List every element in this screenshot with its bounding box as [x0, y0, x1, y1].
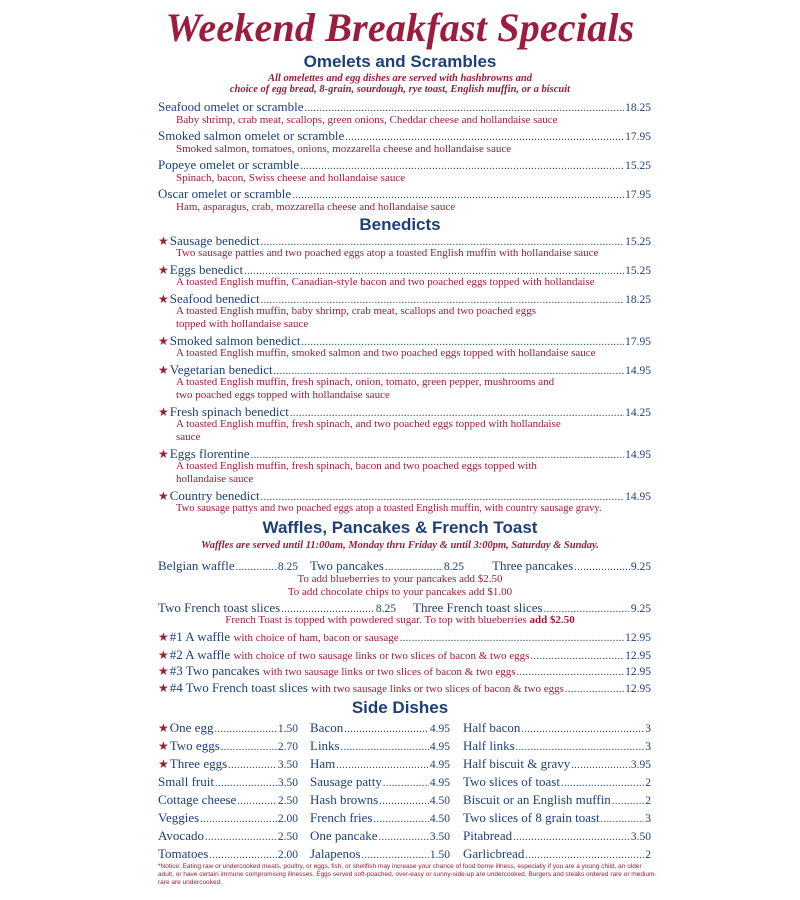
leader-dots — [400, 629, 624, 645]
star-icon: ★ — [158, 234, 169, 248]
leader-dots — [565, 680, 624, 696]
blueberry-note: To add blueberries to your pancakes add $2.50 — [297, 573, 503, 585]
menu-item-name: Smoked salmon benedict — [169, 333, 301, 348]
menu-item-name: Popeye omelet or scramble — [158, 157, 300, 172]
menu-item-price: 17.95 — [625, 336, 651, 348]
side-dish-name: Two eggs — [169, 738, 220, 753]
menu-item-row — [492, 558, 651, 574]
leader-dots — [379, 828, 429, 844]
side-dish-name: Ham — [310, 756, 336, 771]
side-dish-row — [310, 810, 450, 826]
menu-item-name: Oscar omelet or scramble — [158, 186, 292, 201]
menu-item-row — [158, 128, 651, 144]
omelets-note-1: All omelettes and egg dishes are served with hashbrowns and — [268, 73, 532, 84]
menu-item-price: 15.25 — [625, 160, 651, 172]
combo-row — [158, 629, 651, 645]
menu-item-price: 8.25 — [443, 561, 464, 573]
menu-item-desc: A toasted English muffin, Canadian-style bacon and two poached eggs topped with hollandaise — [176, 276, 595, 288]
side-dish-price: 4.50 — [429, 813, 450, 825]
star-icon: ★ — [158, 489, 169, 503]
side-dish-price: 3 — [645, 741, 651, 753]
side-dish-row — [463, 738, 651, 754]
side-dish-row — [463, 774, 651, 790]
side-dish-name: Small fruit — [158, 774, 214, 789]
side-dish-price: 2.00 — [277, 813, 298, 825]
menu-item-name: Two pancakes — [310, 558, 384, 573]
combo-price: 12.95 — [625, 666, 651, 678]
side-dish-name: Two slices of 8 grain toast — [463, 810, 600, 825]
side-dish-row — [310, 720, 450, 736]
menu-item-desc: Baby shrimp, crab meat, scallops, green onions, Cheddar cheese and hollandaise sauce — [176, 114, 558, 126]
menu-item-name: Sausage benedict — [169, 233, 260, 248]
side-dish-row — [158, 774, 298, 790]
menu-item-desc: Two sausage pattys and two poached eggs atop a toasted English muffin, with country sausage gravy. — [176, 503, 602, 514]
combo-name: #4 Two French toast slices — [169, 680, 308, 695]
side-dish-row — [310, 846, 450, 862]
menu-item-desc: A toasted English muffin, fresh spinach, onion, tomato, green pepper, mushrooms and — [176, 376, 555, 388]
side-dish-price: 4.95 — [429, 723, 450, 735]
side-dish-price: 3.50 — [277, 759, 298, 771]
side-dish-price: 3.50 — [277, 777, 298, 789]
side-dish-price: 1.50 — [277, 723, 298, 735]
side-dish-row — [463, 828, 651, 844]
menu-item-name: Fresh spinach benedict — [169, 404, 289, 419]
combo-desc: with two sausage links or two slices of bacon & two eggs — [262, 666, 516, 678]
side-dish-name: Links — [310, 738, 340, 753]
star-icon: ★ — [158, 292, 169, 306]
menu-item-name: Seafood benedict — [169, 291, 260, 306]
side-dish-name: Jalapenos — [310, 846, 361, 861]
leader-dots — [612, 792, 644, 808]
chocolate-note: To add chocolate chips to your pancakes add $1.00 — [287, 586, 513, 598]
menu-item-price: 8.25 — [375, 603, 396, 615]
side-dish-name: French fries — [310, 810, 373, 825]
menu-item-price: 9.25 — [630, 603, 651, 615]
side-dish-name: One egg — [169, 720, 214, 735]
side-dish-price: 1.50 — [429, 849, 450, 861]
star-icon: ★ — [158, 630, 169, 644]
menu-item-row — [158, 558, 298, 574]
star-icon: ★ — [158, 681, 169, 695]
star-icon: ★ — [158, 405, 169, 419]
star-icon: ★ — [158, 757, 169, 771]
menu-item-price: 18.25 — [625, 294, 651, 306]
leader-dots — [221, 738, 277, 754]
leader-dots — [341, 738, 429, 754]
leader-dots — [300, 157, 624, 173]
menu-item-row — [310, 558, 464, 574]
menu-item-desc: sauce — [176, 431, 201, 443]
french-toast-note — [0, 614, 800, 627]
benedicts-heading: Benedicts — [359, 215, 441, 234]
menu-item-name: Three French toast slices — [413, 600, 543, 615]
menu-item-name: Eggs benedict — [169, 262, 244, 277]
leader-dots — [345, 128, 624, 144]
menu-item-price: 14.95 — [625, 365, 651, 377]
side-dish-name: Biscuit or an English muffin — [463, 792, 611, 807]
leader-dots — [209, 846, 277, 862]
menu-item-price: 14.95 — [625, 491, 651, 503]
menu-item-desc: A toasted English muffin, fresh spinach, and two poached eggs topped with hollandaise — [176, 418, 561, 430]
side-dish-row — [310, 756, 450, 772]
combo-name: #3 Two pancakes — [169, 663, 260, 678]
side-dish-name: One pancake — [310, 828, 378, 843]
side-dish-name: Hash browns — [310, 792, 379, 807]
side-dish-row — [158, 828, 298, 844]
menu-item-price: 8.25 — [277, 561, 298, 573]
menu-item-name: Vegetarian benedict — [169, 362, 273, 377]
leader-dots — [200, 810, 277, 826]
side-dish-price: 4.95 — [429, 759, 450, 771]
side-dish-name: Veggies — [158, 810, 200, 825]
side-dish-name: Half biscuit & gravy — [463, 756, 571, 771]
side-dish-name: Two slices of toast — [463, 774, 560, 789]
menu-item-price: 17.95 — [625, 189, 651, 201]
star-icon: ★ — [158, 263, 169, 277]
menu-item-row — [158, 99, 651, 115]
side-dish-row — [158, 756, 298, 772]
leader-dots — [517, 663, 625, 679]
waffles-note: Waffles are served until 11:00am, Monday thru Friday & until 3:00pm, Saturday & Sunday. — [201, 540, 599, 551]
combo-price: 12.95 — [625, 683, 651, 695]
leader-dots — [362, 846, 429, 862]
side-dish-price: 2.50 — [277, 831, 298, 843]
menu-item-name: Smoked salmon omelet or scramble — [158, 128, 345, 143]
side-dish-name: Pitabread — [463, 828, 513, 843]
menu-item-name: Seafood omelet or scramble — [158, 99, 304, 114]
menu-item-desc: hollandaise sauce — [176, 473, 254, 485]
leader-dots — [521, 720, 644, 736]
side-dish-row — [463, 810, 651, 826]
star-icon: ★ — [158, 334, 169, 348]
menu-item-desc: Two sausage patties and two poached eggs atop a toasted English muffin with hollandaise sauce — [176, 247, 599, 259]
side-dish-price: 3.50 — [429, 831, 450, 843]
star-icon: ★ — [158, 447, 169, 461]
side-dish-price: 3 — [645, 813, 651, 825]
combo-row — [158, 663, 651, 679]
notice-body: *Notice: Eating raw or undercooked meats, poultry, or eggs, fish, or shellfish may increase your chance of food borne illness, especially if you are a young child, an older adult, or have certain immune compromising illnesses. Eggs served soft-poached, over-easy or sunny-side-up are undercooked. Burgers and steaks ordered rare or medium-rare are undercooked. — [158, 863, 657, 886]
leader-dots — [236, 558, 277, 574]
menu-item-price: 14.25 — [625, 407, 651, 419]
side-dish-name: Garlicbread — [463, 846, 525, 861]
side-dish-price: 3 — [645, 723, 651, 735]
leader-dots — [237, 792, 277, 808]
combo-price: 12.95 — [625, 650, 651, 662]
side-dish-price: 2 — [645, 777, 651, 789]
menu-item-name: Eggs florentine — [169, 446, 250, 461]
leader-dots — [383, 774, 429, 790]
side-dish-name: Sausage patty — [310, 774, 382, 789]
menu-item-row — [158, 186, 651, 202]
side-dish-price: 2.50 — [277, 795, 298, 807]
menu-item-desc: A toasted English muffin, baby shrimp, crab meat, scallops and two poached eggs — [176, 305, 536, 317]
leader-dots — [601, 810, 645, 826]
leader-dots — [228, 756, 277, 772]
leader-dots — [571, 756, 630, 772]
menu-item-row — [158, 157, 651, 173]
side-dish-price: 4.95 — [429, 741, 450, 753]
omelets-heading: Omelets and Scrambles — [303, 52, 497, 71]
menu-item-desc: Spinach, bacon, Swiss cheese and hollandaise sauce — [176, 172, 406, 184]
french-toast-note-price: add $2.50 — [529, 614, 575, 626]
leader-dots — [513, 828, 630, 844]
leader-dots — [385, 558, 443, 574]
side-dish-name: Tomatoes — [158, 846, 209, 861]
waffles-heading: Waffles, Pancakes & French Toast — [262, 518, 538, 537]
side-dish-price: 2 — [645, 795, 651, 807]
side-dish-row — [463, 846, 651, 862]
menu-item-desc: topped with hollandaise sauce — [176, 318, 309, 330]
menu-item-name: Country benedict — [169, 488, 260, 503]
leader-dots — [205, 828, 277, 844]
menu-item-price: 18.25 — [625, 102, 651, 114]
side-dish-row — [463, 756, 651, 772]
menu-item-desc: Smoked salmon, tomatoes, onions, mozzarella cheese and hollandaise sauce — [176, 143, 512, 155]
side-dish-row — [310, 792, 450, 808]
combo-desc: with choice of ham, bacon or sausage — [233, 632, 399, 644]
menu-item-name: Two French toast slices — [158, 600, 281, 615]
star-icon: ★ — [158, 739, 169, 753]
leader-dots — [344, 720, 429, 736]
side-dish-name: Avocado — [158, 828, 204, 843]
side-dish-row — [158, 846, 298, 862]
menu-item-desc: A toasted English muffin, fresh spinach, bacon and two poached eggs topped with — [176, 460, 537, 472]
combo-name: #2 A waffle — [169, 647, 231, 662]
combo-row — [158, 680, 651, 696]
menu-item-price: 17.95 — [625, 131, 651, 143]
side-dish-name: Half bacon — [463, 720, 521, 735]
leader-dots — [574, 558, 630, 574]
side-dish-name: Three eggs — [169, 756, 228, 771]
side-dish-price: 3.95 — [630, 759, 651, 771]
menu-item-desc: two poached eggs topped with hollandaise sauce — [176, 389, 390, 401]
combo-desc: with choice of two sausage links or two slices of bacon & two eggs — [233, 650, 530, 662]
menu-item-name: Three pancakes — [492, 558, 574, 573]
leader-dots — [516, 738, 645, 754]
french-toast-note-text: French Toast is topped with powdered sugar. To top with blueberries — [225, 614, 527, 626]
combo-desc: with two sausage links or two slices of bacon & two eggs — [311, 683, 564, 695]
sides-heading: Side Dishes — [351, 698, 449, 717]
star-icon: ★ — [158, 664, 169, 678]
star-icon: ★ — [158, 721, 169, 735]
side-dish-row — [310, 774, 450, 790]
side-dish-name: Cottage cheese — [158, 792, 237, 807]
leader-dots — [379, 792, 429, 808]
leader-dots — [373, 810, 428, 826]
menu-item-price: 15.25 — [625, 265, 651, 277]
menu-item-name: Belgian waffle — [158, 558, 235, 573]
leader-dots — [214, 720, 276, 736]
omelets-note-2: choice of egg bread, 8-grain, sourdough, rye toast, English muffin, or a biscuit — [229, 84, 571, 95]
side-dish-price: 2 — [645, 849, 651, 861]
side-dish-price: 2.00 — [277, 849, 298, 861]
combo-row — [158, 647, 651, 663]
menu-item-price: 9.25 — [630, 561, 651, 573]
side-dish-price: 4.95 — [429, 777, 450, 789]
side-dish-row — [158, 810, 298, 826]
combo-name: #1 A waffle — [169, 629, 231, 644]
side-dish-name: Half links — [463, 738, 515, 753]
side-dish-row — [158, 720, 298, 736]
side-dish-price: 4.50 — [429, 795, 450, 807]
leader-dots — [215, 774, 277, 790]
side-dish-price: 2.70 — [277, 741, 298, 753]
leader-dots — [525, 846, 644, 862]
star-icon: ★ — [158, 648, 169, 662]
leader-dots — [561, 774, 644, 790]
menu-item-price: 15.25 — [625, 236, 651, 248]
star-icon: ★ — [158, 363, 169, 377]
menu-item-desc: A toasted English muffin, smoked salmon and two poached eggs topped with hollandaise sauce — [176, 347, 596, 359]
leader-dots — [292, 186, 624, 202]
side-dish-row — [158, 738, 298, 754]
leader-dots — [336, 756, 429, 772]
leader-dots — [304, 99, 624, 115]
side-dish-row — [310, 828, 450, 844]
combo-price: 12.95 — [625, 632, 651, 644]
side-dish-name: Bacon — [310, 720, 344, 735]
side-dish-row — [158, 792, 298, 808]
side-dish-row — [463, 720, 651, 736]
notice-text — [158, 863, 658, 887]
leader-dots — [530, 647, 624, 663]
menu-item-price: 14.95 — [625, 449, 651, 461]
menu-item-desc: Ham, asparagus, crab, mozzarella cheese and hollandaise sauce — [176, 201, 456, 213]
page-title: Weekend Breakfast Specials — [165, 5, 635, 50]
side-dish-price: 3.50 — [630, 831, 651, 843]
side-dish-row — [463, 792, 651, 808]
side-dish-row — [310, 738, 450, 754]
